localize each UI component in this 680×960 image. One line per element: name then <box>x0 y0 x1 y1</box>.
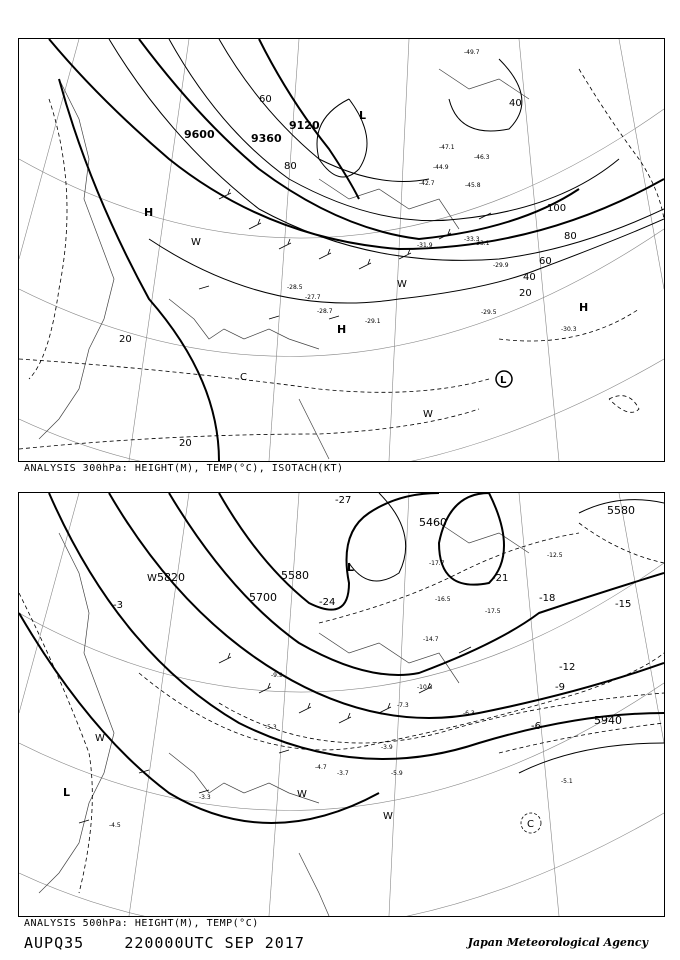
temp-value: -30.3 <box>561 326 577 333</box>
height-contours <box>49 39 664 461</box>
isotherm-label: -3 <box>113 600 123 611</box>
isotherm-label: -6 <box>531 721 541 732</box>
caption-300hpa: ANALYSIS 300hPa: HEIGHT(M), TEMP(°C), ISOTACH(KT) <box>24 463 344 474</box>
isotherm-contours <box>19 523 664 893</box>
warm-center-symbol: W <box>191 237 201 248</box>
warm-center-symbol: W <box>397 279 407 290</box>
high-center-symbol: H <box>144 206 154 219</box>
low-center-symbol: L <box>500 375 507 386</box>
product-id-line <box>24 934 305 952</box>
isotach-label: 20 <box>119 334 132 345</box>
valid-time: 220000UTC SEP 2017 <box>124 934 305 952</box>
temp-value: -4.5 <box>109 822 121 829</box>
height-label: 9120 <box>289 119 320 132</box>
temp-value: -33.1 <box>474 240 490 247</box>
temp-value: -3.7 <box>337 770 349 777</box>
height-label: 9600 <box>184 128 215 141</box>
isotach-label: 100 <box>547 203 567 214</box>
temp-value: -17.7 <box>429 560 445 567</box>
isotach-label: 80 <box>284 161 297 172</box>
isotherm-label: -9 <box>555 682 565 693</box>
warm-center-symbol: W <box>383 811 393 822</box>
high-center-symbol: H <box>579 301 589 314</box>
height-label: 5580 <box>281 569 309 582</box>
temp-value: -47.1 <box>439 144 455 151</box>
isotach-label: 20 <box>519 288 532 299</box>
map-300hpa <box>18 38 665 462</box>
temp-value: -14.7 <box>423 636 439 643</box>
temp-value: -28.5 <box>287 284 303 291</box>
temp-value: -16.5 <box>435 596 451 603</box>
temp-value: -5.1 <box>561 778 573 785</box>
height-label: 5940 <box>594 714 622 727</box>
graticule <box>19 39 664 461</box>
temp-value: -49.7 <box>464 49 480 56</box>
low-center-symbol: L <box>347 561 355 574</box>
isotherm-label: -21 <box>492 573 509 584</box>
caption-500hpa: ANALYSIS 500hPa: HEIGHT(M), TEMP(°C) <box>24 918 259 929</box>
map-300hpa-canvas <box>19 39 664 461</box>
temp-value: -12.5 <box>547 552 563 559</box>
height-label: 5580 <box>607 504 635 517</box>
isotherm-contours <box>19 69 664 449</box>
map-500hpa <box>18 492 665 917</box>
isotach-label: 40 <box>509 98 522 109</box>
warm-center-symbol: W <box>423 409 433 420</box>
warm-center-symbol: W <box>297 789 307 800</box>
temp-value: -29.1 <box>365 318 381 325</box>
isotach-label: 80 <box>564 231 577 242</box>
temp-value: -3.9 <box>381 744 393 751</box>
temp-value: -29.5 <box>481 309 497 316</box>
temp-value: -7.3 <box>397 702 409 709</box>
temp-value: -29.9 <box>493 262 509 269</box>
temp-value: -3.3 <box>199 794 211 801</box>
isotach-label: 60 <box>539 256 552 267</box>
height-label: 5700 <box>249 591 277 604</box>
temp-value: -5.3 <box>265 724 277 731</box>
cold-center-symbol: C <box>240 372 247 383</box>
product-code: AUPQ35 <box>24 934 85 952</box>
temp-value: -45.8 <box>465 182 481 189</box>
height-label: 5820 <box>157 571 185 584</box>
wind-barbs <box>199 189 491 319</box>
temp-value: -42.7 <box>419 180 435 187</box>
temp-value: -33.3 <box>464 236 480 243</box>
isotherm-label: -27 <box>335 495 352 506</box>
isotherm-label: -24 <box>319 597 336 608</box>
temp-value: -27.7 <box>305 294 321 301</box>
low-center-symbol: L <box>359 109 367 122</box>
coastline <box>39 69 529 459</box>
warm-center-symbol: W <box>95 733 105 744</box>
high-center-symbol: H <box>337 323 347 336</box>
height-label: 9360 <box>251 132 282 145</box>
isotach-label: 20 <box>179 438 192 449</box>
isotherm-label: -18 <box>539 593 556 604</box>
temp-value: -4.7 <box>315 764 327 771</box>
cold-center-symbol: C <box>527 819 534 830</box>
warm-center-symbol: W <box>147 573 157 584</box>
isotherm-label: -12 <box>559 662 576 673</box>
temp-value: -31.9 <box>417 242 433 249</box>
temp-value: -44.9 <box>433 164 449 171</box>
isotach-contours <box>109 39 664 303</box>
temp-value: -28.7 <box>317 308 333 315</box>
temp-value: -10.3 <box>417 684 433 691</box>
temp-value: -5.9 <box>391 770 403 777</box>
isotach-label: 40 <box>523 272 536 283</box>
isotherm-label: -15 <box>615 599 632 610</box>
temp-value: -17.5 <box>485 608 501 615</box>
temp-value: -6.3 <box>463 710 475 717</box>
map-500hpa-canvas <box>19 493 664 916</box>
low-center-symbol: L <box>63 786 71 799</box>
height-label: 5460 <box>419 516 447 529</box>
temp-value: -9.9 <box>271 672 283 679</box>
isotach-label: 60 <box>259 94 272 105</box>
temp-value: -46.3 <box>474 154 490 161</box>
agency-name: Japan Meteorological Agency <box>467 936 648 949</box>
